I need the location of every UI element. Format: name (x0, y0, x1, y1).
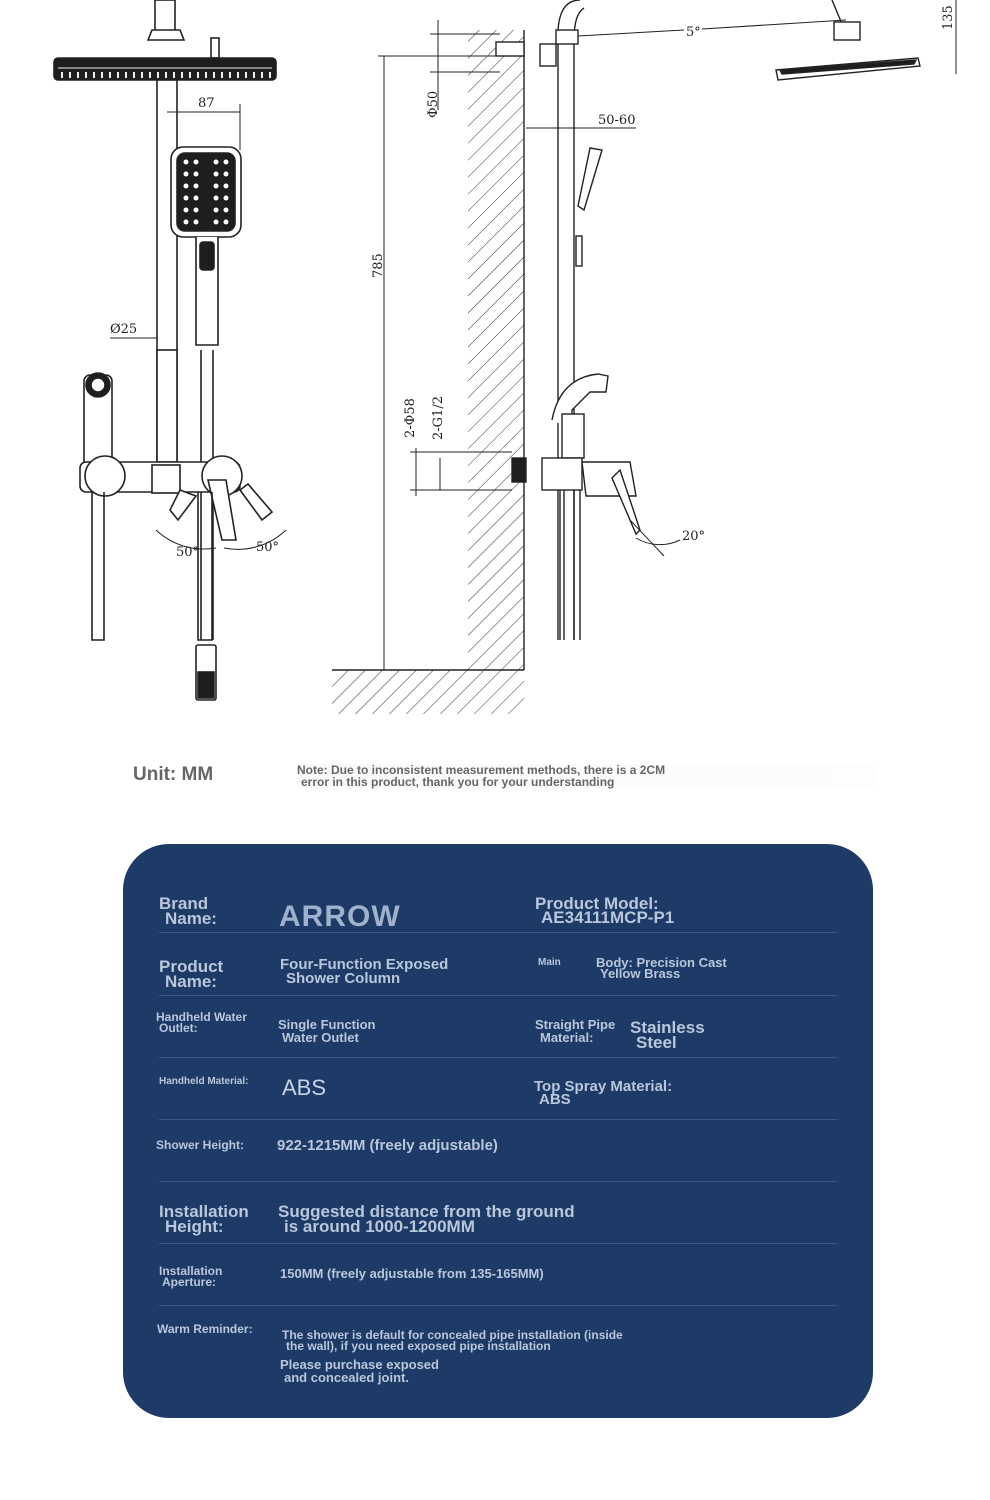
height-value: 922-1215MM (freely adjustable) (277, 1137, 498, 1154)
straight-pipe-label: Straight Pipe Material: (535, 1017, 616, 1045)
reminder-value-2: Please purchase exposed and concealed joint. (280, 1357, 439, 1385)
note-line-2: error in this product, thank you for your understanding (301, 775, 615, 789)
spec-row-reminder (159, 1306, 837, 1406)
reminder-value-1: The shower is default for concealed pipe installation (inside the wall), if you need exposed pipe installation (282, 1328, 623, 1353)
angle-20: 20° (682, 529, 706, 544)
install-height-value: Suggested distance from the ground is around 1000-1200MM (278, 1202, 575, 1236)
model-label: Product Model: (535, 894, 659, 913)
reminder-label: Warm Reminder: (157, 1322, 253, 1336)
aperture-value: 150MM (freely adjustable from 135-165MM) (280, 1266, 544, 1281)
floor-section (332, 670, 524, 714)
handheld-material-value: ABS (282, 1075, 327, 1100)
dim-2-g12: 2-G1/2 (431, 396, 446, 440)
product-label: Product Name: (159, 957, 224, 991)
dim-50-60: 50-60 (598, 113, 636, 128)
spec-row-handheld-outlet (156, 996, 837, 1058)
side-view (332, 0, 956, 714)
dim-785: 785 (371, 253, 386, 278)
install-height-label: Installation Height: (159, 1202, 249, 1236)
handheld-outlet-label: Handheld Water Outlet: (156, 1010, 247, 1035)
spec-row-height (156, 1120, 837, 1182)
height-label: Shower Height: (156, 1138, 245, 1152)
dim-phi50: Φ50 (426, 90, 441, 118)
angle-50-right: 50° (256, 540, 280, 555)
dim-25: Ø25 (110, 322, 138, 337)
product-value: Four-Function Exposed Shower Column (280, 956, 449, 987)
spec-row-install-height (159, 1182, 837, 1244)
brand-label: Brand Name: (159, 894, 217, 928)
wall-section (468, 30, 524, 670)
spec-row-brand (159, 890, 837, 933)
top-spray-value: ABS (539, 1091, 571, 1108)
technical-drawing (0, 0, 990, 740)
measurement-note (297, 764, 877, 788)
spec-card (123, 844, 873, 1418)
unit-label: Unit: MM (133, 764, 214, 785)
spec-row-aperture (159, 1244, 837, 1306)
handheld-material-label: Handheld Material: (159, 1076, 249, 1087)
dim-135: 135 (941, 5, 956, 30)
main-label: Main (538, 957, 561, 968)
dim-2-phi58: 2-Φ58 (403, 398, 418, 438)
spec-row-product (159, 933, 837, 996)
handheld-outlet-value: Single Function Water Outlet (278, 1017, 376, 1045)
main-value: Body: Precision Cast Yellow Brass (596, 955, 727, 981)
front-view (54, 0, 286, 700)
note-line-1: Note: Due to inconsistent measurement methods, there is a 2CM (297, 763, 666, 777)
brand-value: ARROW (279, 900, 401, 933)
angle-5: 5° (686, 25, 701, 40)
aperture-label: Installation Aperture: (159, 1264, 223, 1289)
straight-pipe-value: Stainless Steel (630, 1018, 705, 1052)
angle-50-left: 50° (176, 545, 200, 560)
model-value: AE34111MCP-P1 (541, 908, 675, 927)
dim-87: 87 (198, 96, 215, 111)
spec-row-handheld-material (159, 1058, 837, 1120)
top-spray-label: Top Spray Material: (534, 1078, 673, 1095)
